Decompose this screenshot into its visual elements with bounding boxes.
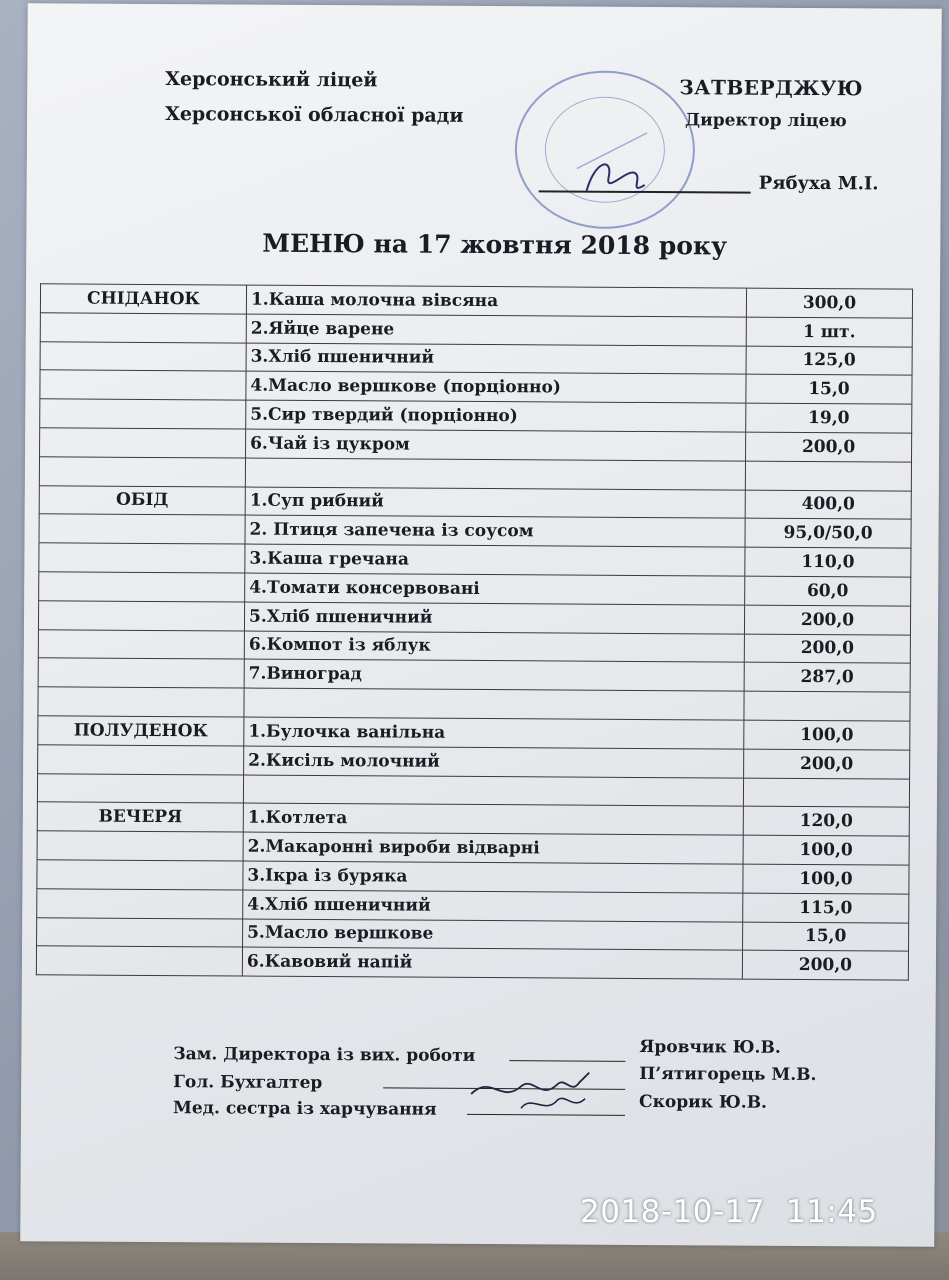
meal-cell: ПОЛУДЕНОК [38,716,244,746]
quantity-cell: 287,0 [744,662,910,692]
dish-cell: 1.Суп рибний [245,487,745,519]
quantity-cell: 200,0 [746,432,912,462]
meal-cell [38,745,244,775]
dish-cell: 5.Хліб пшеничний [244,602,744,634]
meal-cell [36,946,242,976]
meal-cell [37,889,243,919]
meal-cell [40,341,246,371]
organization-council: Херсонської обласної ради [165,103,464,127]
footer-name-accountant: П’ятигорець М.В. [639,1063,817,1086]
footer-role-deputy: Зам. Директора із вих. роботи [173,1044,476,1066]
quantity-cell: 200,0 [744,749,910,779]
dish-cell [243,775,743,807]
photo-timestamp: 2018-10-17 11:45 [580,1194,878,1230]
meal-cell [38,687,244,717]
dish-cell: 5.Масло вершкове [243,919,743,951]
meal-cell [37,860,243,890]
meal-cell: СНІДАНОК [40,284,246,314]
meal-cell [40,428,246,458]
dish-cell: 3.Ікра із буряка [243,861,743,893]
quantity-cell: 115,0 [743,893,909,923]
dish-cell [244,688,744,720]
dish-cell: 2.Кисіль молочний [244,746,744,778]
meal-cell [39,514,245,544]
menu-title: МЕНЮ на 17 жовтня 2018 року [262,228,728,261]
quantity-cell: 110,0 [745,547,911,577]
dish-cell: 4.Масло вершкове (порціонно) [246,371,746,403]
quantity-cell: 15,0 [746,375,912,405]
quantity-cell: 100,0 [743,835,909,865]
quantity-cell: 60,0 [745,576,911,606]
menu-document [20,3,942,1247]
dish-cell: 1.Котлета [243,803,743,835]
quantity-cell [745,461,911,491]
menu-table-body [36,284,912,980]
meal-cell [38,601,244,631]
dish-cell: 4.Томати консервовані [245,573,745,605]
dish-cell: 5.Сир твердий (порціонно) [246,400,746,432]
dish-cell: 3.Каша гречана [245,544,745,576]
footer-name-deputy: Яровчик Ю.В. [639,1036,781,1058]
menu-row [37,802,909,836]
quantity-cell: 1 шт. [746,317,912,347]
meal-cell [38,629,244,659]
director-signature-scribble [516,72,693,227]
dish-cell: 6.Компот із яблук [244,631,744,663]
meal-cell [39,457,245,487]
quantity-cell: 100,0 [744,720,910,750]
dish-cell [245,458,745,490]
dish-cell: 2.Яйце варене [246,314,746,346]
meal-cell [40,370,246,400]
footer-signature-scribble [461,1064,611,1125]
footer-role-nurse: Мед. сестра із харчування [172,1098,437,1120]
meal-cell [37,773,243,803]
quantity-cell: 200,0 [744,605,910,635]
menu-row [36,946,908,980]
dish-cell: 3.Хліб пшеничний [246,343,746,375]
quantity-cell: 19,0 [746,403,912,433]
footer-name-nurse: Скорик Ю.В. [639,1091,768,1113]
footer-role-accountant: Гол. Бухгалтер [173,1072,323,1094]
meal-cell [39,543,245,573]
quantity-cell: 120,0 [743,806,909,836]
dish-cell: 7.Виноград [244,659,744,691]
quantity-cell: 400,0 [745,490,911,520]
meal-cell [37,831,243,861]
deputy-signature-line [509,1060,625,1062]
quantity-cell: 200,0 [744,634,910,664]
approver-name: Рябуха М.І. [758,172,879,195]
meal-cell [40,313,246,343]
dish-cell: 6.Кавовий напій [242,947,742,979]
official-stamp-seal [514,70,695,229]
menu-row [38,716,910,750]
quantity-cell: 200,0 [742,950,908,980]
meal-cell [37,917,243,947]
dish-cell: 1.Булочка ванільна [244,717,744,749]
menu-row [40,284,912,318]
meal-cell: ОБІД [39,485,245,515]
dish-cell: 2.Макаронні вироби відварні [243,832,743,864]
approver-title: Директор ліцею [685,110,847,132]
dish-cell: 2. Птиця запечена із соусом [245,515,745,547]
meal-cell: ВЕЧЕРЯ [37,802,243,832]
quantity-cell [743,778,909,808]
approval-heading: ЗАТВЕРДЖУЮ [679,75,864,101]
quantity-cell: 100,0 [743,864,909,894]
dish-cell: 1.Каша молочна вівсяна [246,285,746,317]
meal-cell [38,658,244,688]
dish-cell: 6.Чай із цукром [246,429,746,461]
quantity-cell: 300,0 [746,288,912,318]
quantity-cell: 125,0 [746,346,912,376]
meal-cell [40,399,246,429]
dish-cell: 4.Хліб пшеничний [243,890,743,922]
menu-table [36,283,913,980]
quantity-cell [744,691,910,721]
meal-cell [39,572,245,602]
quantity-cell: 95,0/50,0 [745,518,911,548]
quantity-cell: 15,0 [743,922,909,952]
organization-name: Херсонський ліцей [165,68,378,92]
